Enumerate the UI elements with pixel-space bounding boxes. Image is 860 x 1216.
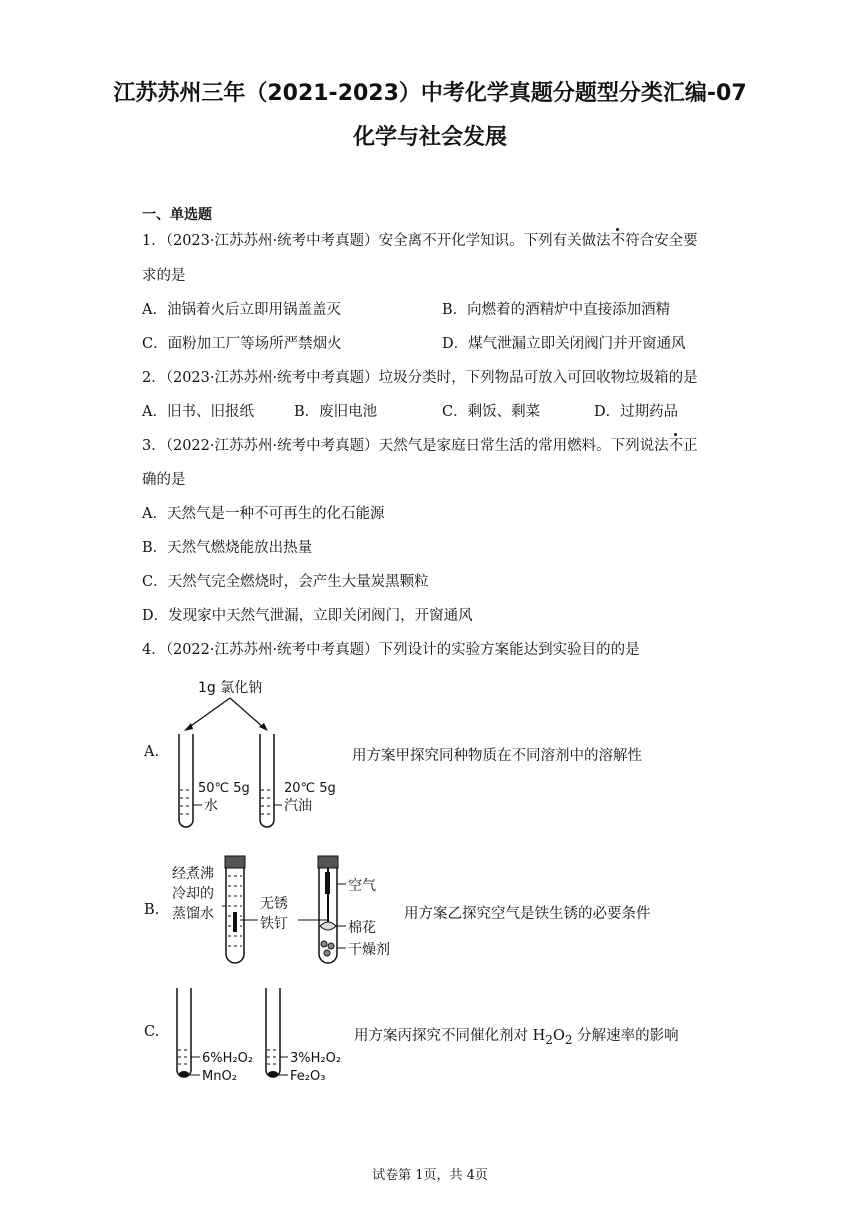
- figure-a-left-liquid: 水: [204, 798, 218, 814]
- q1-option-d[interactable]: D．煤气泄漏立即关闭阀门并开窗通风: [442, 336, 686, 352]
- page-footer: 试卷第 1页，共 4页: [372, 1168, 488, 1183]
- figure-a-solubility: [160, 672, 360, 832]
- emphasis-mark: 不: [668, 438, 684, 454]
- q4-option-b-letter[interactable]: B.: [144, 902, 160, 918]
- document-title-line2: 化学与社会发展: [352, 125, 507, 150]
- question-1-stem: 1．（2023·江苏苏州·统考中考真题）安全离不开化学知识。下列有关做法不符合安全要: [142, 233, 698, 249]
- figure-a-left-cond: 50℃ 5g: [198, 781, 250, 796]
- document-title-line1: 江苏苏州三年（2021-2023）中考化学真题分题型分类汇编-07: [113, 81, 747, 106]
- figure-c-right-catalyst: Fe₂O₃: [290, 1069, 326, 1084]
- q1-option-c[interactable]: C．面粉加工厂等场所严禁烟火: [142, 336, 342, 352]
- question-2-stem: 2．（2023·江苏苏州·统考中考真题）垃圾分类时，下列物品可放入可回收物垃圾箱的是: [142, 370, 698, 386]
- figure-c-left-solution: 6%H₂O₂: [202, 1051, 254, 1066]
- figure-b-air-label: 空气: [348, 878, 376, 894]
- q2-option-d[interactable]: D．过期药品: [594, 404, 679, 420]
- emphasis-mark: 不: [610, 233, 626, 249]
- figure-a-right-cond: 20℃ 5g: [284, 781, 336, 796]
- figure-b-nail-label-1: 无锈: [260, 896, 288, 912]
- q1-option-a[interactable]: A．油锅着火后立即用锅盖盖灭: [142, 302, 341, 318]
- figure-b-desiccant-label: 干燥剂: [348, 942, 390, 958]
- figure-c-left-catalyst: MnO₂: [202, 1069, 237, 1084]
- question-1-stem-cont: 求的是: [142, 268, 186, 284]
- figure-a-right-liquid: 汽油: [284, 798, 312, 814]
- figure-a-top-label: 1g 氯化钠: [198, 680, 263, 696]
- q4-option-a-desc[interactable]: 用方案甲探究同种物质在不同溶剂中的溶解性: [352, 748, 642, 764]
- figure-b-water-label-1: 经煮沸: [172, 866, 214, 882]
- figure-c-right-solution: 3%H₂O₂: [290, 1051, 342, 1066]
- section-heading: 一、单选题: [142, 207, 212, 223]
- q3-option-d[interactable]: D．发现家中天然气泄漏，立即关闭阀门，开窗通风: [142, 608, 473, 624]
- question-3-stem-cont: 确的是: [142, 472, 186, 488]
- figure-b-water-label-2: 冷却的: [172, 886, 214, 902]
- q3-option-c[interactable]: C．天然气完全燃烧时，会产生大量炭黑颗粒: [142, 574, 429, 590]
- q2-option-b[interactable]: B．废旧电池: [294, 404, 378, 420]
- figure-b-cotton-label: 棉花: [348, 920, 376, 936]
- q3-option-b[interactable]: B．天然气燃烧能放出热量: [142, 540, 313, 556]
- q3-option-a[interactable]: A．天然气是一种不可再生的化石能源: [142, 506, 385, 522]
- q4-option-c-letter[interactable]: C.: [144, 1024, 160, 1040]
- figure-b-rust: [160, 852, 410, 972]
- q4-option-c-desc[interactable]: 用方案丙探究不同催化剂对 $H_2O_2$ 分解速率的影响: [354, 1028, 679, 1047]
- q1-option-b[interactable]: B．向燃着的酒精炉中直接添加酒精: [442, 302, 671, 318]
- figure-b-water-label-3: 蒸馏水: [172, 906, 214, 922]
- q2-option-c[interactable]: C．剩饭、剩菜: [442, 404, 541, 420]
- question-4-stem: 4．（2022·江苏苏州·统考中考真题）下列设计的实验方案能达到实验目的的是: [142, 642, 640, 658]
- q4-option-b-desc[interactable]: 用方案乙探究空气是铁生锈的必要条件: [404, 906, 651, 922]
- figure-c-catalyst: [160, 984, 360, 1084]
- q4-option-a-letter[interactable]: A.: [144, 744, 160, 760]
- q2-option-a[interactable]: A．旧书、旧报纸: [142, 404, 254, 420]
- question-3-stem: 3．（2022·江苏苏州·统考中考真题）天然气是家庭日常生活的常用燃料。下列说法不正: [142, 438, 698, 454]
- figure-b-nail-label-2: 铁钉: [260, 916, 288, 932]
